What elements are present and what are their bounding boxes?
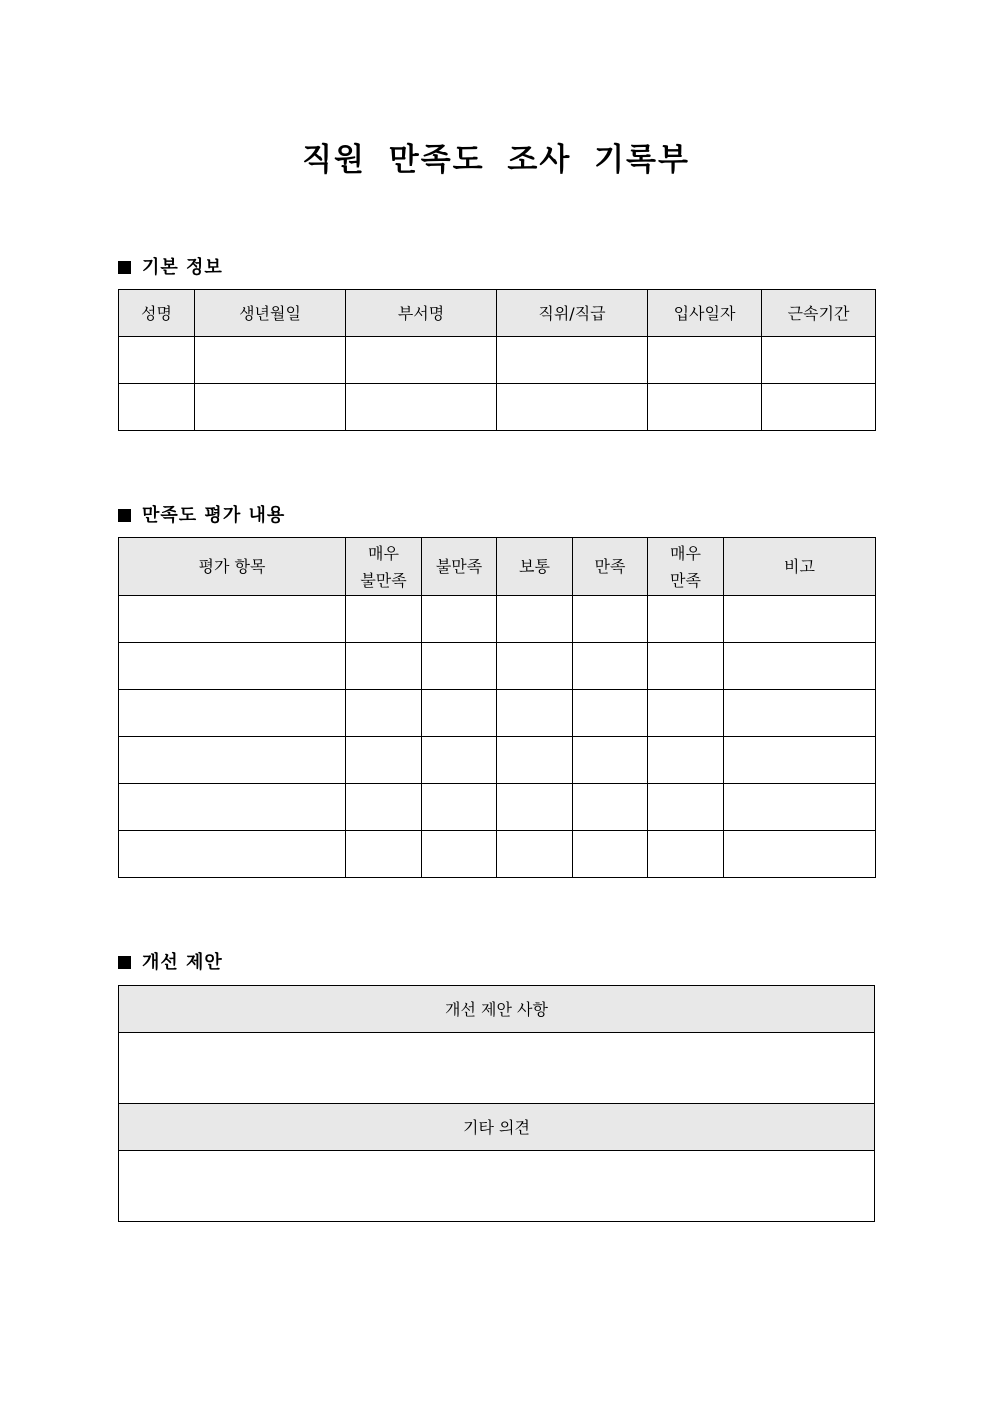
- header-dissatisfied: 불만족: [422, 538, 497, 596]
- table-cell[interactable]: [422, 737, 497, 784]
- table-cell[interactable]: [497, 737, 573, 784]
- table-cell[interactable]: [648, 690, 724, 737]
- header-position: 직위/직급: [497, 290, 648, 337]
- table-cell[interactable]: [346, 690, 422, 737]
- header-neutral: 보통: [497, 538, 573, 596]
- square-bullet-icon: [118, 956, 131, 969]
- section-heading-label: 만족도 평가 내용: [142, 505, 286, 526]
- table-row: [119, 784, 876, 831]
- header-evaluation-item: 평가 항목: [119, 538, 346, 596]
- table-cell[interactable]: [573, 831, 648, 878]
- header-line: 매우: [368, 543, 399, 563]
- table-cell[interactable]: [573, 690, 648, 737]
- table-cell[interactable]: [422, 784, 497, 831]
- table-header-row: [119, 986, 875, 1033]
- table-row: [119, 690, 876, 737]
- header-line: 불만족: [360, 570, 407, 590]
- table-cell[interactable]: [762, 384, 876, 431]
- table-header-row: [119, 538, 876, 596]
- table-cell[interactable]: [422, 643, 497, 690]
- table-cell[interactable]: [497, 690, 573, 737]
- section-heading-label: 개선 제안: [142, 952, 223, 973]
- table-cell[interactable]: [573, 784, 648, 831]
- improvement-table: [118, 985, 875, 1222]
- table-row: [119, 1033, 875, 1104]
- table-cell[interactable]: [119, 384, 195, 431]
- table-cell[interactable]: [346, 831, 422, 878]
- table-cell[interactable]: [724, 831, 876, 878]
- table-cell[interactable]: [422, 596, 497, 643]
- header-hire-date: 입사일자: [648, 290, 762, 337]
- table-cell[interactable]: [497, 643, 573, 690]
- table-cell[interactable]: [648, 596, 724, 643]
- table-cell[interactable]: [346, 737, 422, 784]
- header-satisfied: 만족: [573, 538, 648, 596]
- table-cell[interactable]: [346, 784, 422, 831]
- table-cell[interactable]: [762, 337, 876, 384]
- table-cell[interactable]: [573, 737, 648, 784]
- table-cell[interactable]: [346, 643, 422, 690]
- header-birthdate: 생년월일: [195, 290, 346, 337]
- table-cell[interactable]: [119, 643, 346, 690]
- section-heading-label: 기본 정보: [142, 257, 223, 278]
- table-cell[interactable]: [648, 737, 724, 784]
- table-cell[interactable]: [497, 784, 573, 831]
- table-row: [119, 337, 876, 384]
- page-title: 직원 만족도 조사 기록부: [302, 142, 690, 178]
- suggestion-field[interactable]: [119, 1033, 875, 1104]
- table-row: [119, 596, 876, 643]
- table-cell[interactable]: [648, 784, 724, 831]
- table-cell[interactable]: [573, 643, 648, 690]
- table-cell[interactable]: [497, 337, 648, 384]
- table-cell[interactable]: [195, 337, 346, 384]
- header-remarks: 비고: [724, 538, 876, 596]
- table-cell[interactable]: [724, 596, 876, 643]
- header-very-dissatisfied: [346, 538, 422, 596]
- table-row: [119, 643, 876, 690]
- header-other-opinions: 기타 의견: [119, 1104, 875, 1151]
- table-cell[interactable]: [497, 596, 573, 643]
- section-heading-basic-info: [118, 253, 223, 279]
- header-line: 만족: [670, 570, 701, 590]
- table-cell[interactable]: [119, 831, 346, 878]
- table-cell[interactable]: [724, 643, 876, 690]
- table-row: [119, 737, 876, 784]
- table-cell[interactable]: [648, 337, 762, 384]
- table-cell[interactable]: [648, 384, 762, 431]
- section-heading-evaluation: [118, 501, 285, 527]
- table-header-row: [119, 1104, 875, 1151]
- evaluation-table: [118, 537, 876, 878]
- header-very-satisfied: [648, 538, 724, 596]
- square-bullet-icon: [118, 509, 131, 522]
- section-heading-improvement: [118, 948, 223, 974]
- table-cell[interactable]: [422, 690, 497, 737]
- table-cell[interactable]: [724, 737, 876, 784]
- header-department: 부서명: [346, 290, 497, 337]
- table-cell[interactable]: [422, 831, 497, 878]
- header-line: 매우: [670, 543, 701, 563]
- table-row: [119, 1151, 875, 1222]
- table-row: [119, 831, 876, 878]
- table-cell[interactable]: [497, 384, 648, 431]
- table-cell[interactable]: [724, 784, 876, 831]
- table-cell[interactable]: [119, 596, 346, 643]
- header-suggestion: 개선 제안 사항: [119, 986, 875, 1033]
- table-cell[interactable]: [195, 384, 346, 431]
- table-cell[interactable]: [346, 337, 497, 384]
- table-cell[interactable]: [119, 337, 195, 384]
- header-tenure: 근속기간: [762, 290, 876, 337]
- table-cell[interactable]: [648, 831, 724, 878]
- table-cell[interactable]: [724, 690, 876, 737]
- header-name: 성명: [119, 290, 195, 337]
- table-cell[interactable]: [119, 690, 346, 737]
- table-cell[interactable]: [497, 831, 573, 878]
- table-cell[interactable]: [648, 643, 724, 690]
- table-cell[interactable]: [573, 596, 648, 643]
- table-cell[interactable]: [119, 784, 346, 831]
- table-row: [119, 384, 876, 431]
- table-header-row: [119, 290, 876, 337]
- table-cell[interactable]: [346, 384, 497, 431]
- table-cell[interactable]: [346, 596, 422, 643]
- table-cell[interactable]: [119, 737, 346, 784]
- square-bullet-icon: [118, 261, 131, 274]
- other-opinions-field[interactable]: [119, 1151, 875, 1222]
- basic-info-table: [118, 289, 876, 431]
